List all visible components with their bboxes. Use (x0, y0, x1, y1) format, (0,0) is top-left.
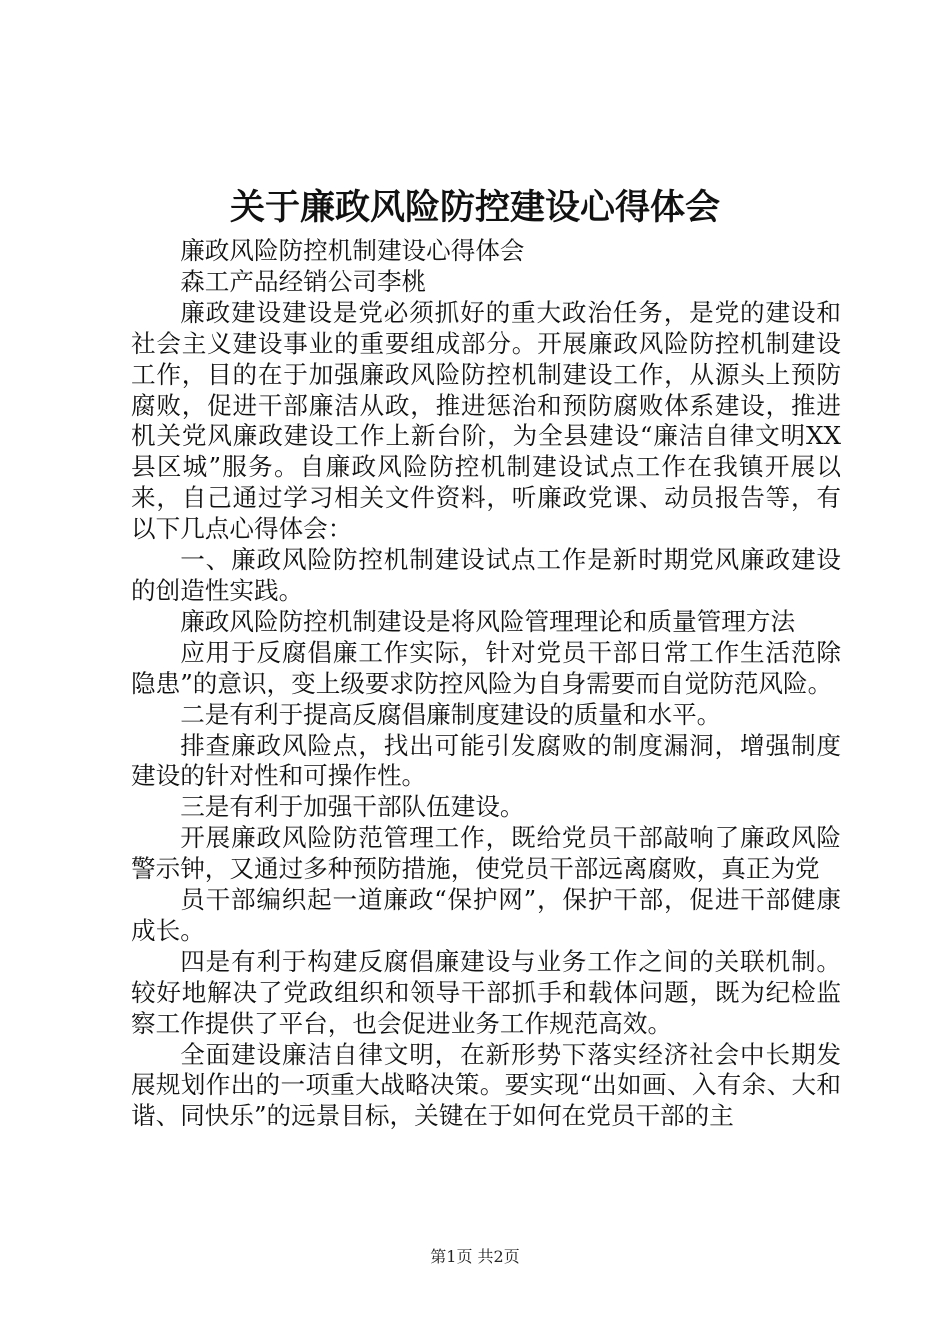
paragraph: 三是有利于加强干部队伍建设。 (180, 792, 525, 822)
paragraph: 二是有利于提高反腐倡廉制度建设的质量和水平。 (180, 699, 722, 729)
paragraph: 一、廉政风险防控机制建设试点工作是新时期党风廉政建设的创造性实践。 (131, 545, 841, 605)
document-body (131, 236, 841, 1132)
paragraph: 四是有利于构建反腐倡廉建设与业务工作之间的关联机制。较好地解决了党政组织和领导干部抓手和载体问题，既为纪检监察工作提供了平台，也会促进业务工作规范高效。 (131, 946, 841, 1038)
paragraph: 开展廉政风险防范管理工作，既给党员干部敲响了廉政风险警示钟，又通过多种预防措施，使党员干部远离腐败，真正为党 (131, 823, 841, 884)
paragraph: 全面建设廉洁自律文明，在新形势下落实经济社会中长期发展规划作出的一项重大战略决策。要实现“出如画、入有余、大和谐、同快乐”的远景目标，关键在于如何在党员干部的主 (131, 1039, 841, 1131)
paragraph-author: 森工产品经销公司李桃 (180, 266, 427, 296)
paragraph: 廉政建设建设是党必须抓好的重大政治任务，是党的建设和社会主义建设事业的重要组成部分。开展廉政风险防控机制建设工作，目的在于加强廉政风险防控机制建设工作，从源头上预防腐败，促进干部廉洁从政，推进惩治和预防腐败体系建设，推进机关党风廉政建设工作上新台阶，为全县建设“廉洁自律文明XX县区城”服务。自廉政风险防控机制建设试点工作在我镇开展以来，自己通过学习相关文件资料，听廉政党课、动员报告等，有以下几点心得体会： (131, 297, 841, 544)
document-title: 关于廉政风险防控建设心得体会 (229, 187, 720, 228)
paragraph-subtitle: 廉政风险防控机制建设心得体会 (180, 236, 525, 265)
paragraph: 员干部编织起一道廉政“保护网”，保护干部，促进干部健康成长。 (131, 885, 841, 945)
page-footer: 第1页 共2页 (430, 1247, 520, 1266)
paragraph: 廉政风险防控机制建设是将风险管理理论和质量管理方法 (180, 606, 796, 636)
paragraph: 应用于反腐倡廉工作实际，针对党员干部日常工作生活范除隐患”的意识，变上级要求防控风险为自身需要而自觉防范风险。 (131, 637, 841, 698)
paragraph: 排查廉政风险点，找出可能引发腐败的制度漏洞，增强制度建设的针对性和可操作性。 (131, 730, 841, 791)
